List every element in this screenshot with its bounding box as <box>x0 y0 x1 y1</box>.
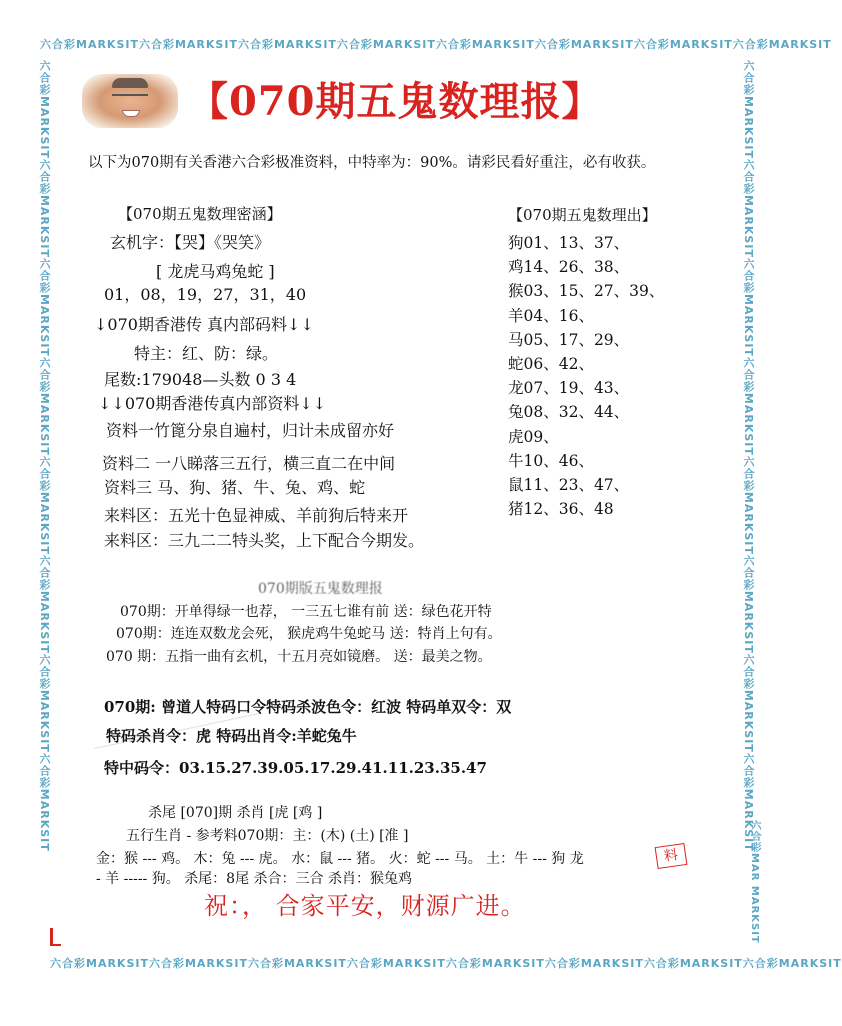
watermark-top: 六合彩MARKSIT六合彩MARKSIT六合彩MARKSIT六合彩MARKSIT六合彩MARKSIT六合彩MARKSIT六合彩MARKSIT六合彩MARKSIT <box>40 38 832 51</box>
list-item: 马05、17、29、 <box>508 330 630 349</box>
insider1-title: ↓070期香港传 真内部码料↓↓ <box>94 315 314 334</box>
list-item: 狗01、13、37、 <box>508 234 630 252</box>
list-item: 虎09、 <box>508 427 559 446</box>
tail-line: 尾数:179048—头数 0 3 4 <box>104 370 297 389</box>
elements-line-2: - 羊 ----- 狗。 杀尾：8尾 杀合：三合 杀肖：猴兔鸡 <box>96 871 412 887</box>
page-title: 【070期五鬼数理报】 <box>188 78 603 125</box>
intro-text: 以下为070期有关香港六合彩极准资料，中特率为：90%。请彩民看好重注，必有收获。 <box>88 155 656 171</box>
kill-line: 杀尾 [070]期 杀肖 [虎 [鸡 ] <box>148 805 323 821</box>
list-item: 猴03、15、27、39、 <box>508 282 665 301</box>
data1-line: 资料一竹篦分泉自遍村，归计未成留亦好 <box>106 421 395 440</box>
watermark-left: 六合彩MARKSIT六合彩MARKSIT六合彩MARKSIT六合彩MARKSIT六合彩MARKSIT六合彩MARKSIT六合彩MARKSIT六合彩MARKSIT <box>38 60 51 852</box>
list-item: 龙07、19、43、 <box>508 379 630 398</box>
list-item: 兔08、32、44、 <box>508 403 630 422</box>
watermark-bottom: 六合彩MARKSIT六合彩MARKSIT六合彩MARKSIT六合彩MARKSIT六合彩MARKSIT六合彩MARKSIT六合彩MARKSIT六合彩MARKSIT <box>50 957 842 970</box>
mid-line-3: 070 期：五指一曲有玄机，十五月亮如镜磨。 送：最美之物。 <box>106 649 492 665</box>
five-elements-line: 五行生肖 - 参考料070期：主：(木) (土) [准 ] <box>126 828 409 844</box>
special-line: 特主：红、防：绿。 <box>134 344 279 363</box>
watermark-right: 六合彩MARKSIT六合彩MARKSIT六合彩MARKSIT六合彩MARKSIT六合彩MARKSIT六合彩MARKSIT六合彩MARKSIT六合彩MARKSIT <box>742 60 755 852</box>
code-line-1: 070期: 曾道人特码口令特码杀波色令：红波 特码单双令：双 <box>104 698 512 716</box>
mid-subtitle: 070期版五鬼数理报 <box>258 581 383 597</box>
list-item: 羊04、16、 <box>508 306 594 325</box>
zodiac-number-list <box>508 204 664 521</box>
mid-line-2: 070期：连连双数龙会死， 猴虎鸡牛兔蛇马 送：特肖上句有。 <box>116 626 502 642</box>
list-item: 鼠11、23、47、 <box>508 475 630 494</box>
corner-mark <box>50 928 61 946</box>
list-item: 牛10、46、 <box>508 451 594 470</box>
source2-line: 来料区：三九二二特头奖，上下配合今期发。 <box>104 531 425 550</box>
list-item: 蛇06、42、 <box>508 354 594 373</box>
code-line-3: 特中码令：03.15.27.39.05.17.29.41.11.23.35.47 <box>104 759 487 777</box>
list-item: 猪12、36、48 <box>508 500 614 519</box>
portrait-photo <box>82 74 178 128</box>
elements-line-1: 金：猴 --- 鸡。 木：兔 --- 虎。 水：鼠 --- 猪。 火：蛇 --- 马。 土：牛 --- 狗 龙 <box>96 851 584 867</box>
material-stamp: 料 <box>655 843 688 869</box>
list-item: 鸡14、26、38、 <box>508 258 630 277</box>
watermark-right-mid: 六合彩MAR MARKSIT <box>749 820 760 944</box>
numbers-line: 01，08，19，27，31，40 <box>104 285 307 304</box>
wish-line: 祝：， 合家平安，财源广进。 <box>204 892 526 920</box>
mid-line-1: 070期：开单得绿一也荐， 一三五七谁有前 送：绿色花开特 <box>120 604 492 620</box>
insider2-title: ↓↓070期香港传真内部资料↓↓ <box>98 394 327 413</box>
zodiac-line: [ 龙虎马鸡兔蛇 ] <box>156 262 275 281</box>
data3-line: 资料三 马、狗、猪、牛、兔、鸡、蛇 <box>104 478 366 497</box>
source1-line: 来料区：五光十色显神威、羊前狗后特来开 <box>104 506 409 525</box>
code-line-2: 特码杀肖令：虎 特码出肖令:羊蛇兔牛 <box>106 727 357 745</box>
right-heading: 【070期五鬼数理出】 <box>508 206 657 224</box>
left-heading: 【070期五鬼数理密涵】 <box>118 205 282 223</box>
data2-line: 资料二 一八睇落三五行，横三直二在中间 <box>102 454 396 473</box>
riddle-line: 玄机字：【哭】《哭笑》 <box>110 233 271 252</box>
